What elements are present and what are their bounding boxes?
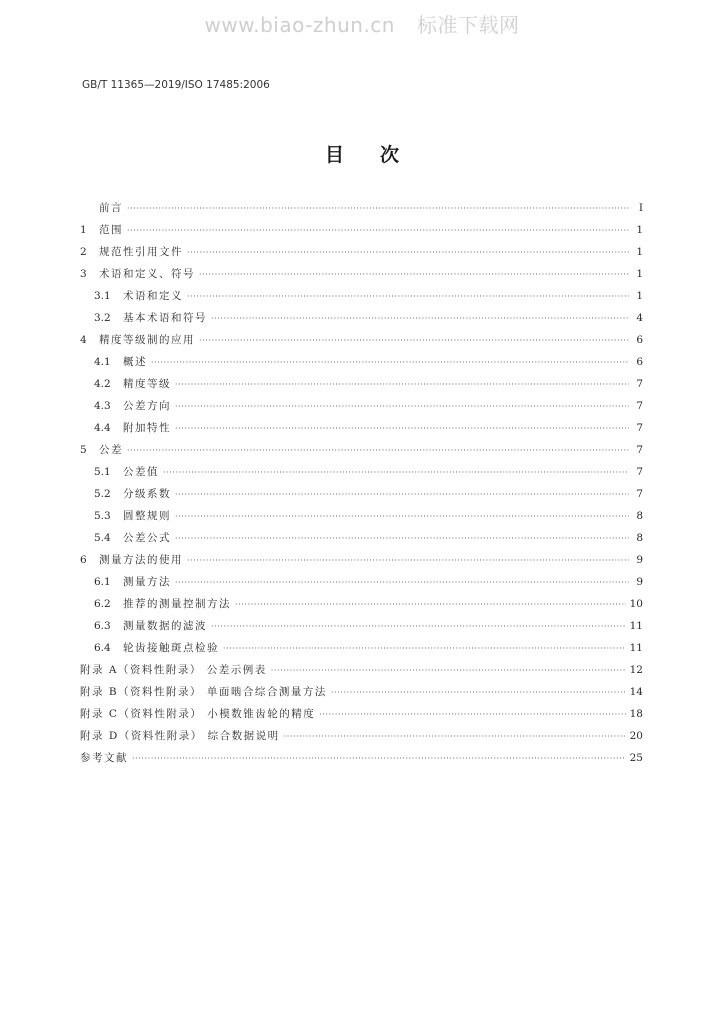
toc-entry-text: 基本术语和符号 (123, 312, 207, 324)
toc-section-number: 6.4 (94, 642, 111, 654)
dot-leader (223, 638, 626, 660)
toc-section-number: 4.1 (94, 356, 111, 368)
dot-leader (151, 352, 629, 374)
toc-entry-6-2[interactable] (80, 593, 643, 615)
toc-entry-6-1[interactable] (80, 571, 643, 593)
dot-leader (175, 506, 629, 528)
toc-section-number: 6.3 (94, 620, 111, 632)
toc-entry-3[interactable] (80, 263, 643, 285)
toc-page-number: 6 (636, 334, 643, 346)
toc-entry-text: 公差公式 (123, 532, 171, 544)
dot-leader (331, 682, 626, 704)
toc-entry-3-2[interactable] (80, 307, 643, 329)
toc-page-number: 1 (636, 224, 643, 236)
toc-section-number: 6 (80, 554, 87, 566)
toc-page-number: 1 (636, 246, 643, 258)
toc-entry-text: 公差 (99, 444, 123, 456)
toc-entry-text: 推荐的测量控制方法 (123, 598, 231, 610)
toc-entry-text: 规范性引用文件 (99, 246, 183, 258)
dot-leader (175, 418, 629, 440)
toc-page-number: 10 (629, 598, 643, 610)
toc-section-number: 2 (80, 246, 87, 258)
dot-leader (175, 396, 629, 418)
toc-entry-text: 公差值 (123, 466, 159, 478)
toc-entry-text: 精度等级 (123, 378, 171, 390)
dot-leader (187, 286, 629, 308)
dot-leader (175, 528, 629, 550)
toc-page-number: 7 (636, 378, 643, 390)
table-of-contents (80, 197, 643, 769)
toc-page-number: 9 (636, 576, 643, 588)
toc-entry-text: 概述 (123, 356, 147, 368)
toc-section-number: 4 (80, 334, 87, 346)
toc-section-number: 3.2 (94, 312, 111, 324)
toc-entry-4-2[interactable] (80, 373, 643, 395)
dot-leader (175, 572, 629, 594)
toc-section-number: 4.2 (94, 378, 111, 390)
toc-entry-appendix-c[interactable] (80, 703, 643, 725)
toc-page-number: 25 (629, 752, 643, 764)
toc-page-number: 11 (629, 642, 643, 654)
toc-entry-text: 轮齿接触斑点检验 (123, 642, 219, 654)
toc-page-number: 8 (636, 510, 643, 522)
toc-entry-text: 术语和定义、符号 (99, 268, 195, 280)
toc-entry-text: 范围 (99, 224, 123, 236)
watermark-url: www.biao-zhun.cn (204, 13, 395, 37)
toc-entry-1[interactable] (80, 219, 643, 241)
dot-leader (163, 462, 629, 484)
toc-page-number: 14 (629, 686, 643, 698)
toc-entry-6[interactable] (80, 549, 643, 571)
toc-entry-text: 术语和定义 (123, 290, 183, 302)
toc-section-number: 4.3 (94, 400, 111, 412)
toc-entry-text: 分级系数 (123, 488, 171, 500)
toc-section-number: 5.1 (94, 466, 111, 478)
dot-leader (127, 440, 629, 462)
watermark (0, 9, 724, 38)
toc-entry-4[interactable] (80, 329, 643, 351)
toc-entry-4-1[interactable] (80, 351, 643, 373)
toc-section-number: 5.4 (94, 532, 111, 544)
toc-entry-text: 附录 A（资料性附录） 公差示例表 (80, 664, 267, 676)
dot-leader (175, 374, 629, 396)
toc-page-number: 7 (636, 400, 643, 412)
toc-section-number: 5.3 (94, 510, 111, 522)
toc-page-number: 4 (636, 312, 643, 324)
toc-page-number: Ⅰ (638, 202, 643, 214)
toc-entry-text: 精度等级制的应用 (99, 334, 195, 346)
page-title: 目次 (324, 144, 435, 166)
toc-entry-6-4[interactable] (80, 637, 643, 659)
dot-leader (199, 264, 629, 286)
toc-entry-2[interactable] (80, 241, 643, 263)
standard-code: GB/T 11365—2019/ISO 17485:2006 (82, 79, 270, 91)
dot-leader (127, 220, 629, 242)
toc-page-number: 12 (629, 664, 643, 676)
dot-leader (175, 484, 629, 506)
toc-page-number: 7 (636, 422, 643, 434)
toc-page-number: 11 (629, 620, 643, 632)
dot-leader (187, 550, 629, 572)
toc-entry-4-3[interactable] (80, 395, 643, 417)
toc-page-number: 7 (636, 488, 643, 500)
toc-entry-5-3[interactable] (80, 505, 643, 527)
dot-leader (127, 198, 629, 220)
toc-section-number: 3 (80, 268, 87, 280)
toc-entry-text: 公差方向 (123, 400, 171, 412)
toc-page-number: 7 (636, 466, 643, 478)
toc-entry-text: 测量数据的滤波 (123, 620, 207, 632)
toc-section-number: 3.1 (94, 290, 111, 302)
toc-entry-appendix-d[interactable] (80, 725, 643, 747)
toc-entry-appendix-b[interactable] (80, 681, 643, 703)
toc-entry-4-4[interactable] (80, 417, 643, 439)
watermark-site: 标准下载网 (416, 13, 520, 37)
toc-page-number: 7 (636, 444, 643, 456)
toc-entry-text: 附录 C（资料性附录） 小模数锥齿轮的精度 (80, 708, 316, 720)
dot-leader (211, 308, 629, 330)
dot-leader (211, 616, 626, 638)
toc-entry-5[interactable] (80, 439, 643, 461)
toc-entry-bibliography[interactable] (80, 747, 643, 769)
toc-page-number: 20 (629, 730, 643, 742)
toc-page-number: 18 (629, 708, 643, 720)
dot-leader (199, 330, 629, 352)
toc-entry-foreword[interactable] (80, 197, 643, 219)
toc-section-number: 5.2 (94, 488, 111, 500)
toc-entry-text: 附录 B（资料性附录） 单面啮合综合测量方法 (80, 686, 327, 698)
dot-leader (284, 726, 626, 748)
toc-entry-text: 圆整规则 (123, 510, 171, 522)
toc-entry-5-1[interactable] (80, 461, 643, 483)
toc-entry-text: 附录 D（资料性附录） 综合数据说明 (80, 730, 280, 742)
toc-section-number: 5 (80, 444, 87, 456)
toc-section-number: 6.2 (94, 598, 111, 610)
dot-leader (187, 242, 629, 264)
dot-leader (319, 704, 625, 726)
toc-page-number: 9 (636, 554, 643, 566)
dot-leader (235, 594, 626, 616)
dot-leader (271, 660, 626, 682)
toc-page-number: 6 (636, 356, 643, 368)
toc-section-number: 6.1 (94, 576, 111, 588)
toc-entry-5-4[interactable] (80, 527, 643, 549)
toc-page-number: 1 (636, 268, 643, 280)
toc-entry-3-1[interactable] (80, 285, 643, 307)
toc-entry-6-3[interactable] (80, 615, 643, 637)
toc-entry-5-2[interactable] (80, 483, 643, 505)
toc-entry-text: 前言 (99, 202, 123, 214)
dot-leader (132, 748, 626, 770)
toc-entry-text: 参考文献 (80, 752, 128, 764)
toc-entry-appendix-a[interactable] (80, 659, 643, 681)
toc-page-number: 1 (636, 290, 643, 302)
toc-entry-text: 测量方法 (123, 576, 171, 588)
toc-entry-text: 测量方法的使用 (99, 554, 183, 566)
toc-page-number: 8 (636, 532, 643, 544)
toc-entry-text: 附加特性 (123, 422, 171, 434)
toc-section-number: 1 (80, 224, 87, 236)
toc-section-number: 4.4 (94, 422, 111, 434)
